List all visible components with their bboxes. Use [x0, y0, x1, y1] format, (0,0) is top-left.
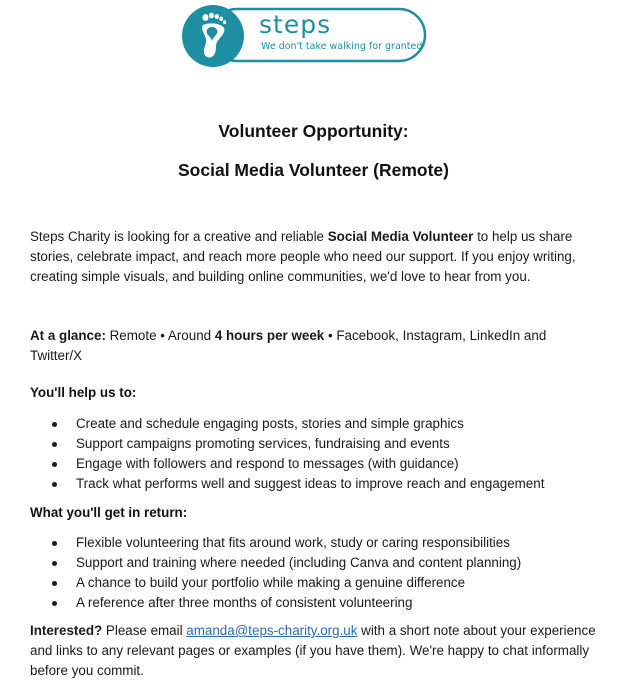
- help-heading: You'll help us to:: [30, 385, 137, 400]
- outro-text-before: Please email: [102, 623, 187, 638]
- list-item-text: A chance to build your portfolio while making a genuine difference: [76, 575, 466, 590]
- list-item-text: Support campaigns promoting services, fundraising and events: [76, 436, 450, 451]
- return-heading: What you'll get in return:: [30, 505, 188, 520]
- intro-text-after: to help us share stories, celebrate impact, and reach more people who need our support. If you enjoy writing, creating simple visuals, and building online communities, we'd love to hear from you.: [30, 229, 576, 284]
- bullet-icon: [52, 561, 57, 566]
- list-item-text: Flexible volunteering that fits around work, study or caring responsibilities: [76, 535, 510, 550]
- title-line-2: Social Media Volunteer (Remote): [178, 160, 449, 180]
- bullet-icon: [52, 601, 57, 606]
- return-list: [30, 533, 521, 613]
- bullet-icon: [52, 581, 57, 586]
- list-item-text: Support and training where needed (including Canva and content planning): [76, 555, 522, 570]
- bullet-icon: [52, 482, 57, 487]
- logo-tagline: We don't take walking for granted: [261, 41, 423, 52]
- glance-text-2: • Facebook, Instagram, LinkedIn and Twitter/X: [30, 328, 547, 363]
- help-list: [30, 414, 544, 494]
- list-item: [30, 533, 521, 553]
- email-link[interactable]: amanda@teps-charity.org.uk: [186, 623, 358, 638]
- glance-hours-bold: 4 hours per week: [214, 328, 325, 343]
- outro-label: Interested?: [30, 623, 103, 638]
- bullet-icon: [52, 541, 57, 546]
- intro-text-before: Steps Charity is looking for a creative and reliable: [30, 229, 328, 244]
- bullet-icon: [52, 442, 57, 447]
- steps-logo: [181, 4, 431, 68]
- list-item: [30, 593, 521, 613]
- outro-paragraph: [30, 621, 600, 681]
- logo-name: steps: [259, 10, 332, 39]
- list-item-text: Create and schedule engaging posts, stories and simple graphics: [76, 416, 464, 431]
- glance-text-1: Remote • Around: [105, 328, 215, 343]
- bullet-icon: [52, 422, 57, 427]
- list-item-text: Engage with followers and respond to messages (with guidance): [76, 456, 459, 471]
- list-item: [30, 454, 544, 474]
- intro-role-bold: Social Media Volunteer: [327, 229, 474, 244]
- list-item: [30, 553, 521, 573]
- list-item: [30, 414, 544, 434]
- list-item-text: Track what performs well and suggest ideas to improve reach and engagement: [76, 476, 545, 491]
- title-line-1: Volunteer Opportunity:: [218, 121, 409, 141]
- at-a-glance: [30, 326, 600, 366]
- intro-paragraph: [30, 227, 600, 287]
- outro-text-after: with a short note about your experience and links to any relevant pages or examples (if you have them). We're happy to chat informally before you commit.: [30, 623, 596, 678]
- list-item: [30, 474, 544, 494]
- list-item-text: A reference after three months of consistent volunteering: [76, 595, 413, 610]
- list-item: [30, 573, 521, 593]
- list-item: [30, 434, 544, 454]
- glance-label: At a glance:: [30, 328, 106, 343]
- bullet-icon: [52, 462, 57, 467]
